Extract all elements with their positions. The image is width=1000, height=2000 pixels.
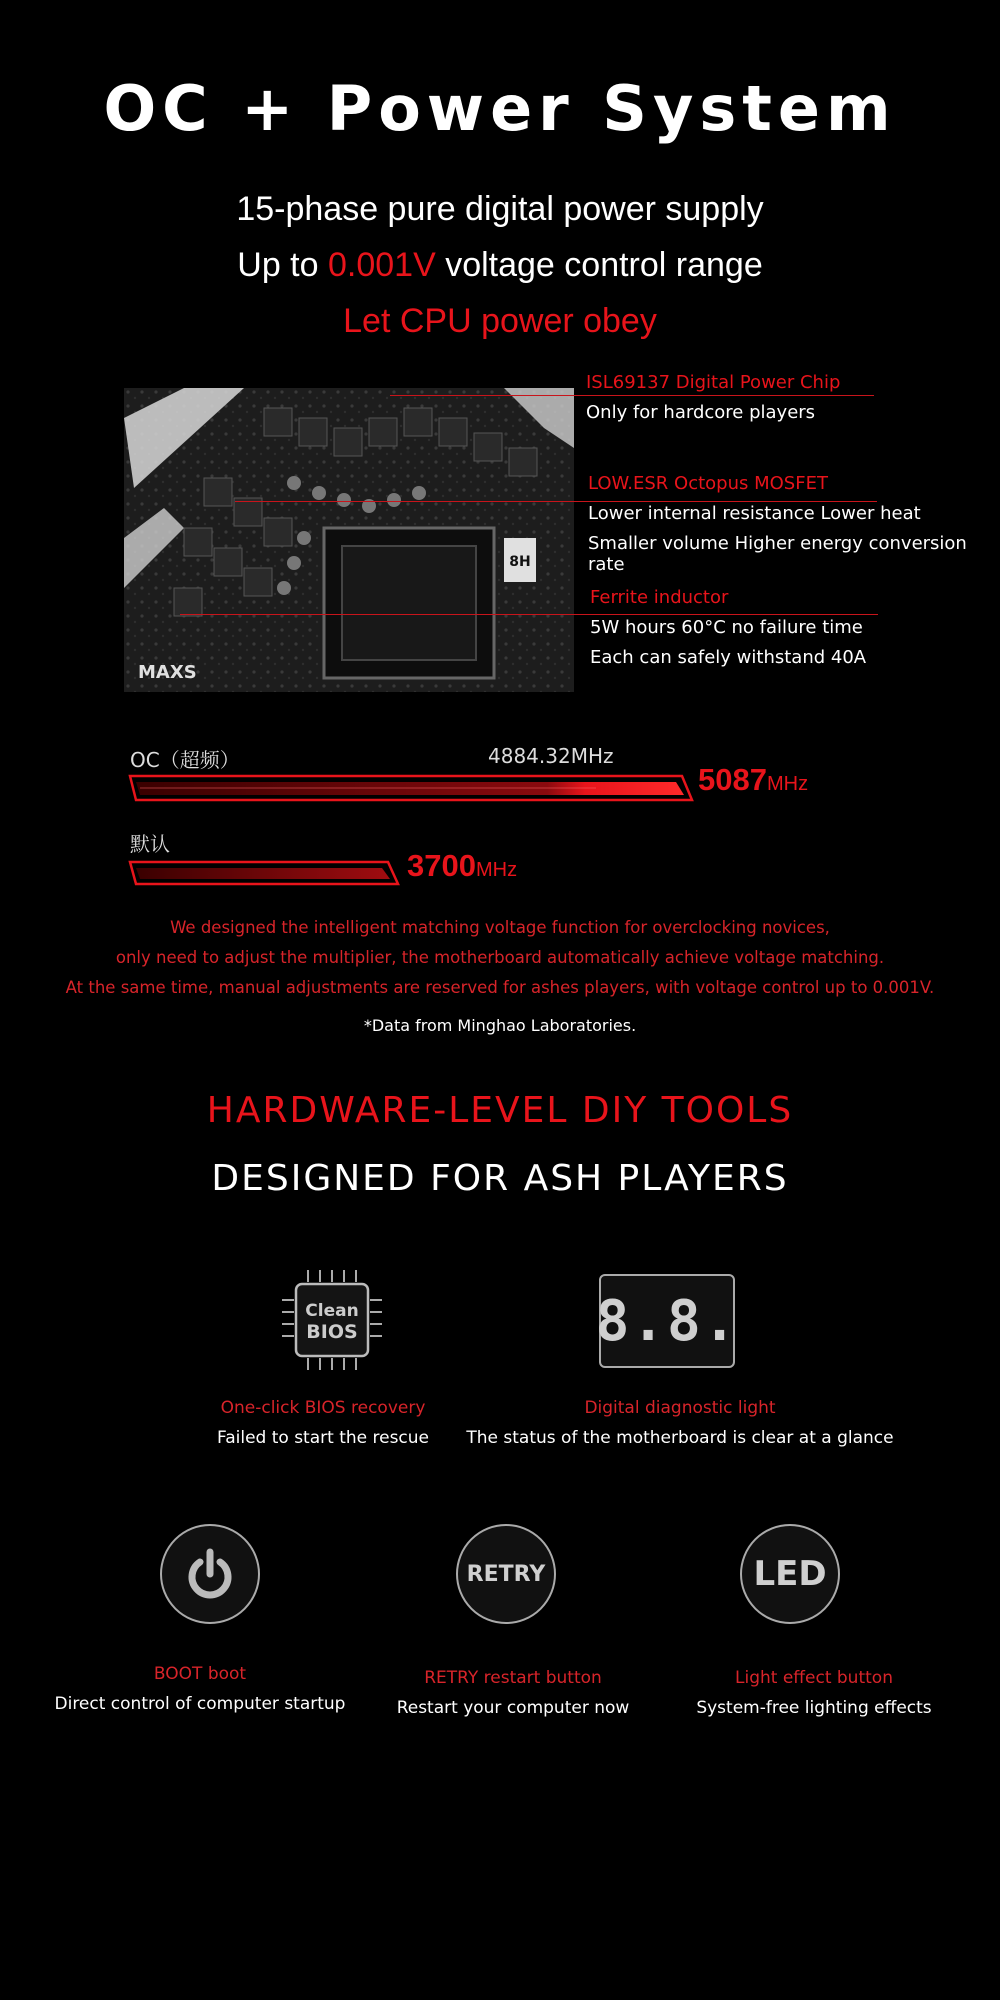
feature-clean-bios-title: One-click BIOS recovery: [220, 1398, 426, 1418]
spec-leader-line-2: [235, 501, 877, 502]
feature-boot-title: BOOT boot: [153, 1664, 247, 1684]
feature-retry-title: RETRY restart button: [424, 1668, 602, 1688]
board-badge: 8H: [509, 554, 531, 570]
subtitle-line-2-suffix: voltage control range: [435, 246, 763, 284]
power-symbol: [182, 1546, 238, 1602]
description-line-3: At the same time, manual adjustments are reserved for ashes players, with voltage control up to 0.001V.: [65, 978, 935, 997]
description-line-1: We designed the intelligent matching voltage function for overclocking novices,: [170, 918, 830, 937]
feature-diagnostic-title: Digital diagnostic light: [584, 1398, 776, 1418]
spec-1-line-1: Only for hardcore players: [586, 402, 816, 423]
power-icon: [160, 1524, 260, 1624]
oc-value-number: 5087: [698, 762, 767, 797]
digital-display-icon: [595, 1274, 739, 1368]
spec-leader-line-3: [180, 614, 878, 615]
board-brand: MAXS: [138, 662, 197, 683]
oc-value: [698, 762, 808, 798]
default-value-unit: MHz: [475, 859, 518, 881]
feature-clean-bios-text: Failed to start the rescue: [216, 1428, 430, 1448]
oc-label: OC（超频）: [130, 748, 240, 772]
spec-2-line-2: Smaller volume Higher energy conversion rate: [588, 533, 967, 575]
digital-display-icon-text: 8.8.: [595, 1288, 739, 1354]
subtitle-line-3: Let CPU power obey: [343, 302, 657, 340]
page-title: OC + Power System: [103, 72, 897, 145]
subtitle-line-1: 15-phase pure digital power supply: [236, 190, 764, 228]
clean-bios-icon: [278, 1266, 386, 1374]
feature-diagnostic-text: The status of the motherboard is clear at a glance: [466, 1428, 894, 1448]
clean-bios-icon-text-2: BIOS: [306, 1321, 358, 1343]
feature-led-title: Light effect button: [735, 1668, 893, 1688]
spec-3-title: Ferrite inductor: [590, 587, 729, 608]
feature-boot-text: Direct control of computer startup: [54, 1694, 346, 1714]
default-value-number: 3700: [407, 848, 476, 883]
oc-mid-value: 4884.32MHz: [488, 744, 614, 768]
spec-3-line-1: 5W hours 60°C no failure time: [590, 617, 863, 638]
spec-leader-line-1: [390, 395, 874, 396]
led-icon: [740, 1524, 840, 1624]
default-label: 默认: [130, 832, 170, 856]
section-heading-white: DESIGNED FOR ASH PLAYERS: [211, 1158, 789, 1199]
feature-led-text: System-free lighting effects: [696, 1698, 932, 1718]
spec-3-line-2: Each can safely withstand 40A: [590, 647, 867, 668]
spec-2-title: LOW.ESR Octopus MOSFET: [588, 473, 828, 494]
description-line-2: only need to adjust the multiplier, the motherboard automatically achieve voltage matching.: [115, 948, 885, 967]
retry-icon: [456, 1524, 556, 1624]
feature-retry-text: Restart your computer now: [396, 1698, 630, 1718]
clean-bios-icon-text-1: Clean: [305, 1301, 359, 1321]
default-value: [407, 848, 517, 884]
retry-icon-text: RETRY: [466, 1561, 546, 1587]
spec-2-line-1: Lower internal resistance Lower heat: [588, 503, 921, 524]
section-heading-red: HARDWARE-LEVEL DIY TOOLS: [206, 1090, 794, 1131]
led-icon-text: LED: [753, 1554, 827, 1594]
subtitle-line-2: [0, 246, 1000, 285]
motherboard-image: [124, 388, 574, 692]
default-bar: [126, 856, 406, 892]
oc-value-unit: MHz: [766, 773, 809, 795]
oc-bar: [126, 770, 696, 806]
data-source-note: *Data from Minghao Laboratories.: [363, 1016, 637, 1035]
subtitle-line-2-prefix: Up to: [237, 246, 328, 284]
voltage-highlight: 0.001V: [327, 246, 436, 284]
spec-1-title: ISL69137 Digital Power Chip: [586, 372, 841, 393]
